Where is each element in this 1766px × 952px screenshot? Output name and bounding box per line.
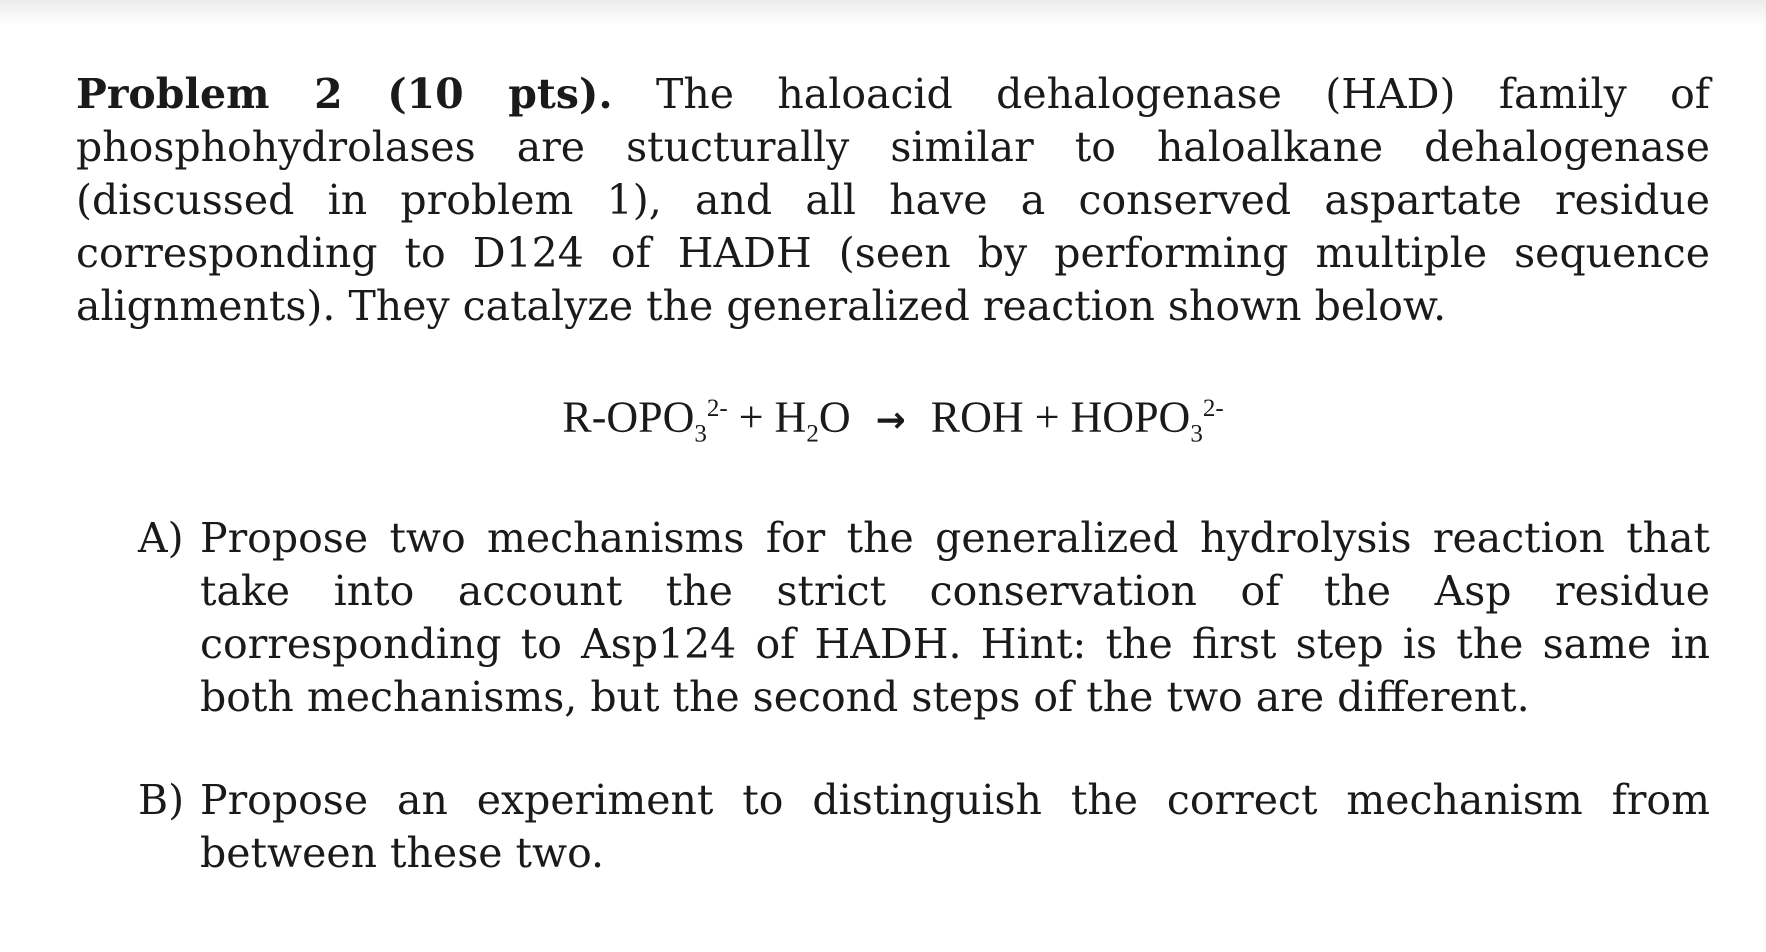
water-o: O	[818, 392, 851, 442]
plus-sign: +	[1034, 392, 1060, 442]
question-text: Propose an experiment to distinguish the correct mechanism from between these two.	[200, 776, 1710, 878]
question-item	[138, 774, 1710, 880]
reactant-phosphate-charge: 2-	[706, 395, 728, 422]
question-list	[138, 512, 1710, 880]
question-text: Propose two mechanisms for the generalized hydrolysis reaction that take into account the strict conservation of the Asp residue corresponding to Asp124 of HADH. Hint: the first step is the same in both mechanisms, but the second steps of the two are different.	[200, 514, 1710, 722]
reaction-arrow-icon: →	[875, 399, 906, 441]
water-subscript: 2	[806, 420, 819, 448]
problem-intro-text: The haloacid dehalogenase (HAD) family of phosphohydrolases are stucturally similar to haloalkane dehalogenase (discussed in problem 1), and all have a conserved aspartate residue corresponding to D124 of HADH (seen by performing multiple sequence alignments). They catalyze the generalized reaction shown below.	[76, 70, 1710, 330]
question-item	[138, 512, 1710, 724]
plus-sign: +	[738, 392, 764, 442]
problem-heading: Problem 2 (10 pts).	[76, 70, 613, 118]
reaction-equation	[76, 379, 1710, 464]
reactant-phosphate: R-OPO	[562, 392, 695, 442]
product-alcohol: ROH	[930, 392, 1024, 442]
top-shadow	[0, 0, 1766, 26]
question-letter: A)	[138, 514, 184, 563]
product-phosphate-charge: 2-	[1202, 395, 1224, 422]
question-letter: B)	[138, 776, 185, 825]
water-h: H	[774, 392, 807, 442]
product-phosphate: HOPO	[1070, 392, 1191, 442]
problem-page	[76, 68, 1710, 880]
problem-intro	[76, 68, 1710, 333]
product-phosphate-subscript: 3	[1190, 420, 1203, 448]
reactant-phosphate-subscript: 3	[694, 420, 707, 448]
